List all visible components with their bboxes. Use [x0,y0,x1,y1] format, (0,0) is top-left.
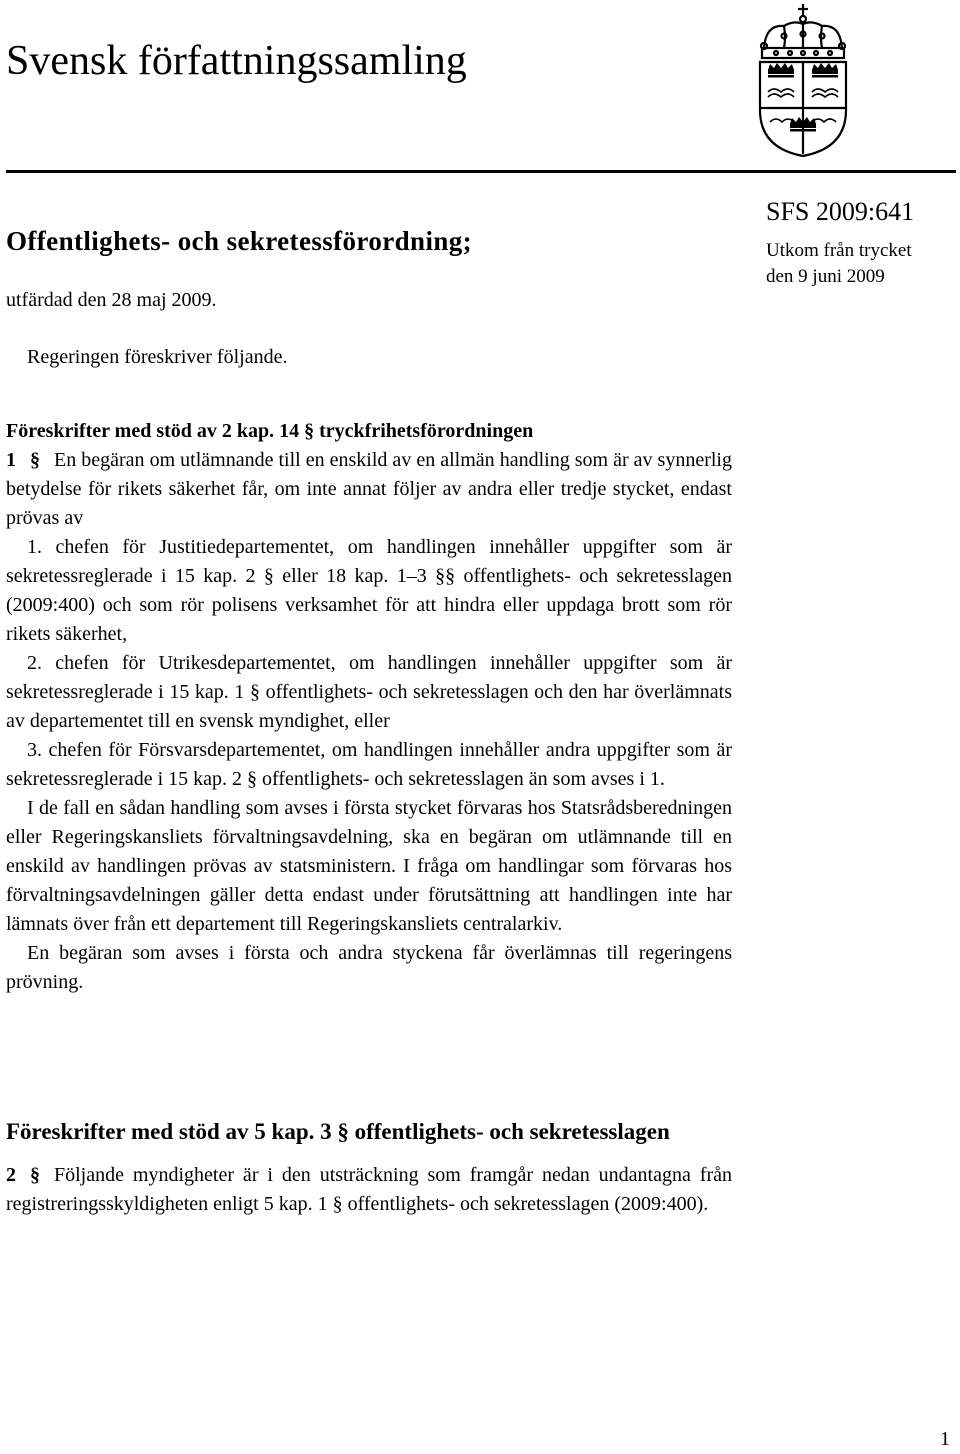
document-title: Offentlighets- och sekretessförordning; [6,226,473,256]
section-1-paragraph-3: En begäran som avses i första och andra styckena får överlämnas till regeringens prövning. [6,942,732,993]
section-1-item-1: 1. chefen för Justitiedepartementet, om handlingen innehåller uppgifter som är sekretessreglerade i 15 kap. 2 § eller 18 kap. 1–3 §§ offentlighets- och sekretesslagen (2009:400) och som rör polisens verksamhet för att hindra eller uppdaga brott som rör rikets säkerhet, [6,536,732,645]
section-2-paragraph-1: 2 § Följande myndigheter är i den utsträckning som framgår nedan undantagna från registreringsskyldigheten enligt 5 kap. 1 § offentlighets- och sekretesslagen (2009:400). [6,1164,732,1215]
section-2 [6,1117,732,1219]
paragraph-number: 2 § [6,1164,40,1186]
publication-line-2: den 9 juni 2009 [766,266,885,287]
section-1 [6,417,732,997]
section-1-paragraph-1: 1 § En begäran om utlämnande till en enskild av en allmän handling som är av synnerlig betydelse för rikets säkerhet får, om inte annat följer av andra eller tredje stycket, endast prövas av [6,449,732,529]
section-1-item-3: 3. chefen för Försvarsdepartementet, om handlingen innehåller andra uppgifter som är sekretessreglerade i 15 kap. 2 § offentlighets- och sekretesslagen än som avses i 1. [6,739,732,790]
header-rule [6,170,956,173]
issue-date: utfärdad den 28 maj 2009. [6,289,217,311]
section-2-heading: Föreskrifter med stöd av 5 kap. 3 § offentlighets- och sekretesslagen [6,1119,670,1144]
series-title: Svensk författningssamling [6,38,467,84]
publication-info [766,238,956,290]
section-1-paragraph-2: I de fall en sådan handling som avses i första stycket förvaras hos Statsrådsberedningen eller Regeringskansliets förvaltningsavdelning, ska en begäran om utlämnande till en enskild av handlingen prövas av statsministern. I fråga om handlingar som förvaras hos förvaltningsavdelningen gäller detta endast under förutsättning att handlingen inte har lämnats över från ett departement till Regeringskansliets centralarkiv. [6,797,732,935]
page-number: 1 [940,1428,950,1450]
preamble: Regeringen föreskriver följande. [27,346,288,368]
paragraph-number: 1 § [6,449,40,471]
crown-emblem-icon [754,2,852,158]
sfs-number: SFS 2009:641 [766,197,915,226]
section-1-item-2: 2. chefen för Utrikesdepartementet, om handlingen innehåller uppgifter som är sekretessreglerade i 15 kap. 1 § offentlighets- och sekretesslagen och den har överlämnats av departementet till en svensk myndighet, eller [6,652,732,732]
section-1-heading: Föreskrifter med stöd av 2 kap. 14 § tryckfrihetsförordningen [6,420,534,442]
publication-line-1: Utkom från trycket [766,240,912,261]
